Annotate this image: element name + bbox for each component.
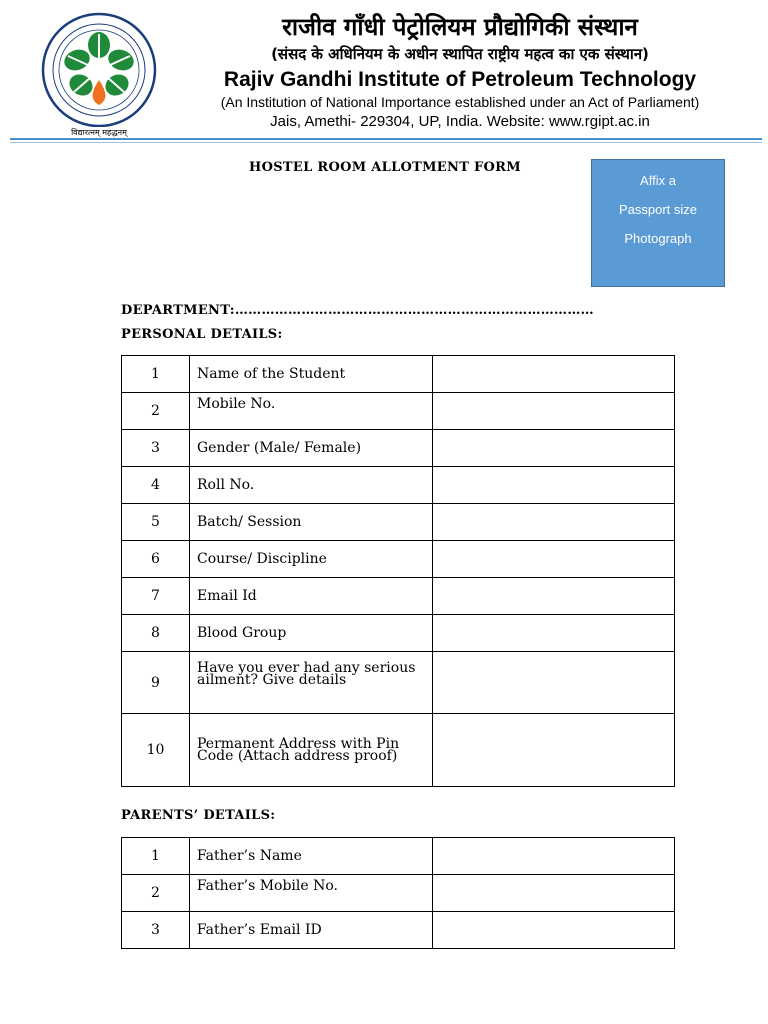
table-row [122,912,675,949]
row-label: Have you ever had any serious ailment? Give details [190,652,433,714]
row-number: 10 [122,714,190,787]
photo-box-line: Photograph [624,231,692,246]
row-number: 1 [122,838,190,875]
student-name-cell[interactable] [432,356,674,393]
row-label: Course/ Discipline [190,541,433,578]
table-row [122,578,675,615]
row-number: 1 [122,356,190,393]
parents-details-table [121,837,675,949]
father-mobile-cell[interactable] [432,875,674,912]
row-label: Email Id [190,578,433,615]
hindi-institute-subtitle: (संसद के अधिनियम के अधीन स्थापित राष्ट्रीय महत्व का एक संस्थान) [271,45,649,63]
logo-motto: विद्यारत्नम् महद्धनम् [71,128,127,137]
row-number: 2 [122,393,190,430]
roll-no-cell[interactable] [432,467,674,504]
department-field[interactable]: DEPARTMENT:……………………………………………………………………… [121,303,594,318]
personal-details-heading: PERSONAL DETAILS: [121,327,283,342]
table-row [122,652,675,714]
batch-cell[interactable] [432,504,674,541]
row-label: Roll No. [190,467,433,504]
row-label: Mobile No. [190,393,433,430]
letterhead [0,0,768,145]
row-number: 2 [122,875,190,912]
gender-cell[interactable] [432,430,674,467]
photo-box-line: Passport size [618,202,698,217]
table-row [122,393,675,430]
blood-group-cell[interactable] [432,615,674,652]
row-label: Batch/ Session [190,504,433,541]
table-row [122,714,675,787]
row-label: Name of the Student [190,356,433,393]
row-number: 9 [122,652,190,714]
photo-box [591,159,725,287]
table-row [122,875,675,912]
table-row [122,356,675,393]
photo-box-line: Affix a [640,173,676,188]
row-number: 6 [122,541,190,578]
mobile-cell[interactable] [432,393,674,430]
table-row [122,838,675,875]
row-number: 7 [122,578,190,615]
row-label: Father’s Email ID [189,912,432,949]
hindi-institute-name: राजीव गाँधी पेट्रोलियम प्रौद्योगिकी संस्थान [282,13,638,41]
address-cell[interactable] [432,714,674,787]
table-row [122,504,675,541]
english-institute-subtitle: (An Institution of National Importance established under an Act of Parliament) [220,94,700,110]
row-number: 4 [122,467,190,504]
english-institute-name: Rajiv Gandhi Institute of Petroleum Technology [223,68,697,91]
row-label: Gender (Male/ Female) [190,430,433,467]
row-number: 8 [122,615,190,652]
parents-details-heading: PARENTS’ DETAILS: [121,808,276,823]
course-cell[interactable] [432,541,674,578]
father-email-cell[interactable] [432,912,674,949]
row-label: Blood Group [190,615,433,652]
row-label: Father’s Mobile No. [189,875,432,912]
ailment-cell[interactable] [432,652,674,714]
row-label: Permanent Address with Pin Code (Attach address proof) [190,714,433,787]
row-number: 5 [122,504,190,541]
institute-logo [38,12,160,138]
table-row [122,615,675,652]
header-divider-thin [10,142,762,143]
father-name-cell[interactable] [432,838,674,875]
row-label: Father’s Name [189,838,432,875]
form-title: HOSTEL ROOM ALLOTMENT FORM [249,160,521,175]
table-row [122,430,675,467]
personal-details-table [121,355,675,787]
institute-address: Jais, Amethi- 229304, UP, India. Website: www.rgipt.ac.in [270,113,650,130]
email-cell[interactable] [432,578,674,615]
header-divider [10,138,762,140]
table-row [122,541,675,578]
row-number: 3 [122,912,190,949]
table-row [122,467,675,504]
row-number: 3 [122,430,190,467]
